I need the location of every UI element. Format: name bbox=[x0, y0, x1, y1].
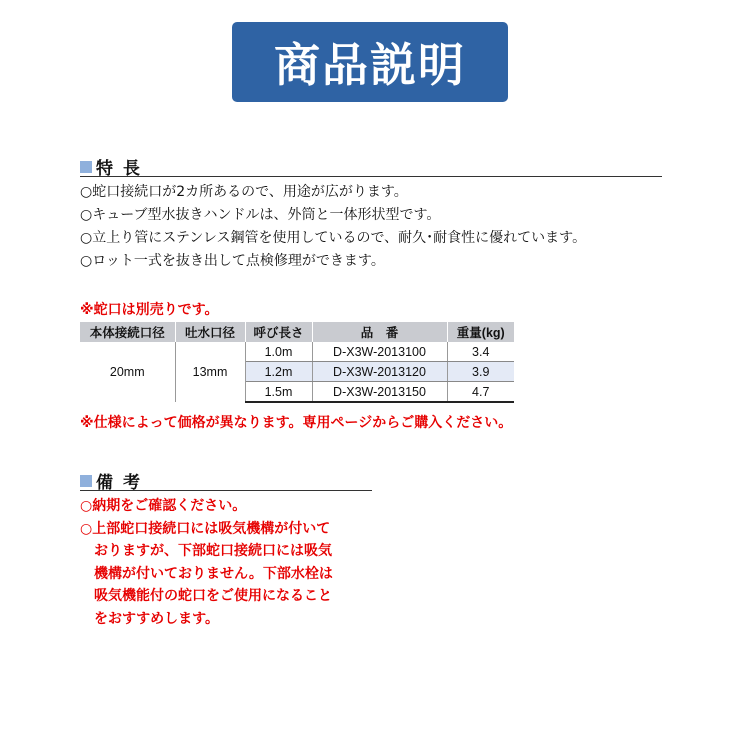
code-cell: D-X3W-2013100 bbox=[312, 342, 447, 362]
col-header-code: 品 番 bbox=[312, 322, 447, 342]
body-diameter-cell: 20mm bbox=[80, 342, 175, 402]
heading-square-icon bbox=[80, 161, 92, 173]
remark-line: ○納期をご確認ください。 bbox=[80, 498, 247, 514]
weight-cell: 3.4 bbox=[447, 342, 514, 362]
col-header-body-diameter: 本体接続口径 bbox=[80, 322, 175, 342]
features-heading-text: 特長 bbox=[96, 159, 150, 179]
banner-title: 商品説明 bbox=[274, 38, 466, 92]
remark-line: おりますが、下部蛇口接続口には吸気 bbox=[94, 543, 332, 559]
features-list bbox=[80, 181, 586, 273]
col-header-length: 呼び長さ bbox=[245, 322, 312, 342]
col-header-weight: 重量(kg) bbox=[447, 322, 514, 342]
remark-line: ○上部蛇口接続口には吸気機構が付いて bbox=[80, 520, 331, 537]
remarks-heading-text: 備考 bbox=[96, 473, 150, 493]
col-header-outlet-diameter: 吐水口径 bbox=[175, 322, 245, 342]
remark-line: をおすすめします。 bbox=[94, 610, 220, 627]
remark-line: 吸気機能付の蛇口をご使用になること bbox=[94, 588, 332, 604]
faucet-note: ※蛇口は別売りです。 bbox=[80, 302, 219, 318]
remarks-divider bbox=[80, 490, 372, 491]
feature-item: ○蛇口接続口が2カ所あるので、用途が広がります。 bbox=[80, 184, 408, 200]
length-cell: 1.2m bbox=[245, 362, 312, 382]
features-divider bbox=[80, 176, 662, 177]
length-cell: 1.0m bbox=[245, 342, 312, 362]
feature-item: ○キューブ型水抜きハンドルは、外筒と一体形状型です。 bbox=[80, 207, 441, 223]
table-row bbox=[80, 342, 514, 362]
feature-item: ○立上り管にステンレス鋼管を使用しているので、耐久･耐食性に優れています。 bbox=[80, 230, 587, 246]
weight-cell: 4.7 bbox=[447, 382, 514, 403]
price-note: ※仕様によって価格が異なります。専用ページからご購入ください。 bbox=[80, 415, 513, 431]
table-header-row bbox=[80, 322, 514, 342]
feature-item: ○ロット一式を抜き出して点検修理ができます。 bbox=[80, 253, 385, 269]
heading-square-icon bbox=[80, 475, 92, 487]
code-cell: D-X3W-2013150 bbox=[312, 382, 447, 403]
title-banner bbox=[232, 22, 508, 102]
remarks-list bbox=[80, 495, 333, 630]
code-cell: D-X3W-2013120 bbox=[312, 362, 447, 382]
spec-table bbox=[80, 322, 514, 403]
weight-cell: 3.9 bbox=[447, 362, 514, 382]
length-cell: 1.5m bbox=[245, 382, 312, 403]
remark-line: 機構が付いておりません。下部水栓は bbox=[94, 565, 333, 582]
outlet-diameter-cell: 13mm bbox=[175, 342, 245, 402]
